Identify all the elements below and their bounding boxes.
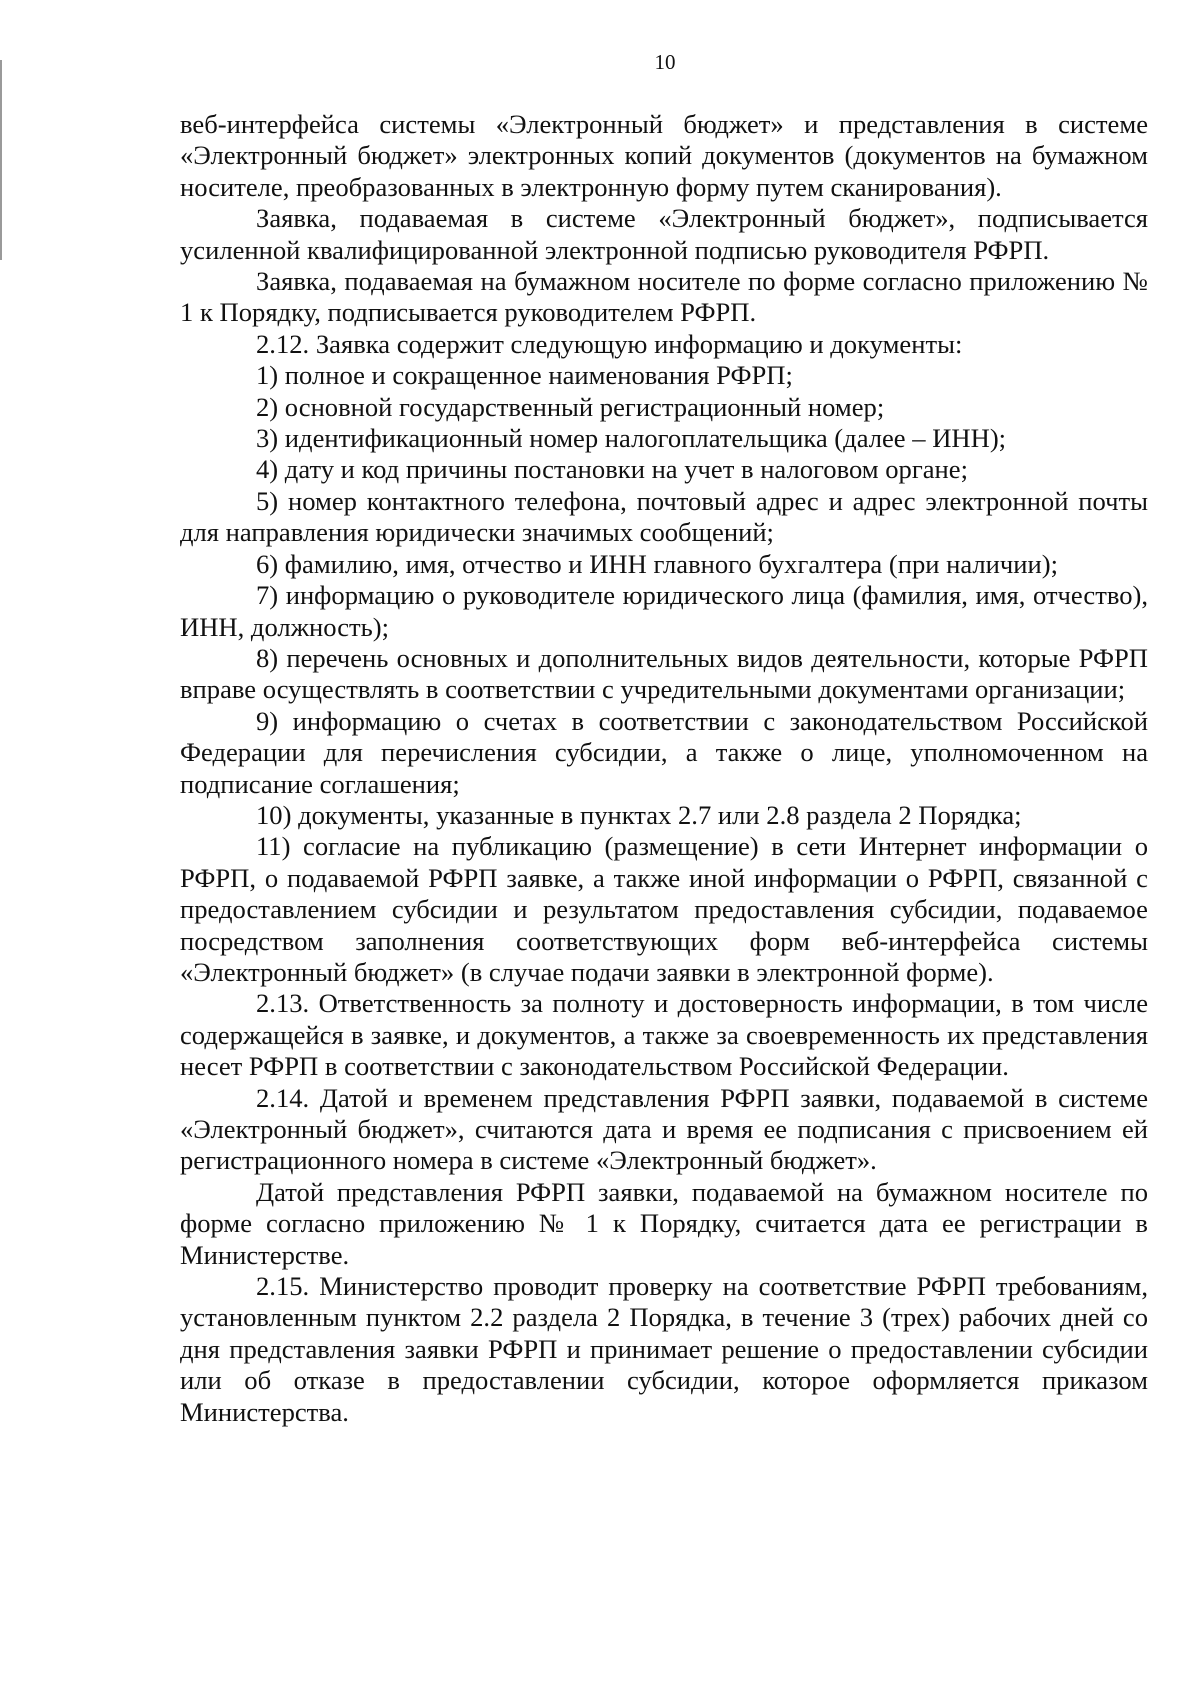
- list-item: 1) полное и сокращенное наименования РФРП;: [256, 360, 793, 391]
- section-heading-2-12: 2.12. Заявка содержит следующую информацию и документы:: [256, 328, 963, 359]
- scan-edge-line: [0, 60, 2, 260]
- paragraph: Заявка, подаваемая на бумажном носителе по форме согласно приложению № 1 к Порядку, подписывается руководителем РФРП.: [180, 266, 1148, 328]
- document-body: [180, 109, 1148, 1428]
- list-item: 9) информацию о счетах в соответствии с законодательством Российской Федерации для перечисления субсидии, а также о лице, уполномоченном на подписание соглашения;: [180, 705, 1148, 799]
- paragraph: веб-интерфейса системы «Электронный бюджет» и представления в системе «Электронный бюджет» электронных копий документов (документов на бумажном носителе, преобразованных в электронную форму путем сканирования).: [180, 109, 1148, 202]
- section-2-15: 2.15. Министерство проводит проверку на соответствие РФРП требованиям, установленным пунктом 2.2 раздела 2 Порядка, в течение 3 (трех) рабочих дней со дня представления заявки РФРП и принимает решение о предоставлении субсидии или об отказе в предоставлении субсидии, которое оформляется приказом Министерства.: [180, 1271, 1148, 1427]
- list-item: 11) согласие на публикацию (размещение) в сети Интернет информации о РФРП, о подаваемой РФРП заявке, а также иной информации о РФРП, связанной с предоставлением субсидии и результатом предоставления субсидии, подаваемое посредством заполнения соответствующих форм веб-интерфейса системы «Электронный бюджет» (в случае подачи заявки в электронной форме).: [180, 831, 1148, 987]
- list-item: 2) основной государственный регистрационный номер;: [256, 391, 885, 422]
- list-item: 5) номер контактного телефона, почтовый адрес и адрес электронной почты для направления юридически значимых сообщений;: [180, 485, 1148, 548]
- list-item: 3) идентификационный номер налогоплательщика (далее – ИНН);: [256, 423, 1007, 454]
- section-2-13: 2.13. Ответственность за полноту и достоверность информации, в том числе содержащейся в заявке, и документов, а также за своевременность их представления несет РФРП в соответствии с законодательством Российской Федерации.: [180, 988, 1148, 1082]
- list-item: 4) дату и код причины постановки на учет в налоговом органе;: [256, 454, 968, 485]
- section-2-14: 2.14. Датой и временем представления РФРП заявки, подаваемой в системе «Электронный бюджет», считаются дата и время ее подписания с присвоением ей регистрационного номера в системе «Электронный бюджет».: [180, 1082, 1148, 1176]
- list-item: 7) информацию о руководителе юридического лица (фамилия, имя, отчество), ИНН, должность);: [180, 580, 1148, 642]
- list-item: 10) документы, указанные в пунктах 2.7 или 2.8 раздела 2 Порядка;: [256, 799, 1022, 830]
- page-number: 10: [654, 50, 676, 74]
- list-item: 6) фамилию, имя, отчество и ИНН главного бухгалтера (при наличии);: [256, 548, 1058, 579]
- paragraph: Датой представления РФРП заявки, подаваемой на бумажном носителе по форме согласно приложению № 1 к Порядку, считается дата ее регистрации в Министерстве.: [180, 1176, 1148, 1270]
- paragraph: Заявка, подаваемая в системе «Электронный бюджет», подписывается усиленной квалифицированной электронной подписью руководителя РФРП.: [180, 203, 1148, 265]
- list-item: 8) перечень основных и дополнительных видов деятельности, которые РФРП вправе осуществлять в соответствии с учредительными документами организации;: [180, 642, 1148, 705]
